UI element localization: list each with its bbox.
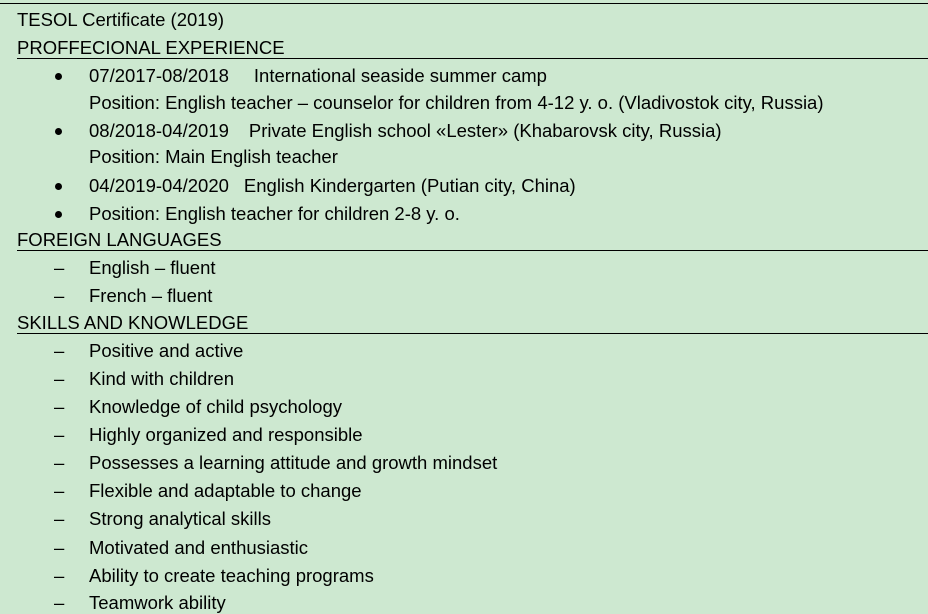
bullet-dash: – — [54, 592, 65, 613]
skill-item: Teamwork ability — [89, 592, 226, 613]
skill-item: Highly organized and responsible — [89, 424, 363, 445]
experience-entry-2 — [89, 120, 722, 142]
language-item: French – fluent — [89, 285, 213, 306]
skill-item: Flexible and adaptable to change — [89, 480, 362, 501]
section-heading-languages — [17, 230, 928, 251]
experience-heading-text: PROFFECIONAL EXPERIENCE — [17, 37, 285, 58]
bullet-dash: – — [54, 396, 65, 417]
experience-place-3: English Kindergarten (Putian city, China) — [243, 175, 576, 196]
experience-dates-3: 04/2019-04/2020 — [89, 175, 229, 196]
bullet-dash: – — [54, 340, 65, 361]
bullet-dot — [55, 183, 62, 190]
experience-position-1: Position: English teacher – counselor for children from 4-12 y. o. (Vladivostok city, Russia) — [89, 92, 824, 113]
skill-item: Strong analytical skills — [89, 508, 271, 529]
skill-item: Kind with children — [89, 368, 234, 389]
skill-item: Knowledge of child psychology — [89, 396, 342, 417]
bullet-dash: – — [54, 537, 65, 558]
languages-heading-text: FOREIGN LANGUAGES — [17, 229, 222, 250]
experience-place-1: International seaside summer camp — [253, 65, 547, 86]
bullet-dash: – — [54, 508, 65, 529]
experience-entry-1 — [89, 65, 547, 87]
bullet-dash: – — [54, 424, 65, 445]
language-item: English – fluent — [89, 257, 216, 278]
experience-dates-2: 08/2018-04/2019 — [89, 120, 229, 141]
bullet-dash: – — [54, 480, 65, 501]
experience-position-2: Position: Main English teacher — [89, 146, 338, 167]
bullet-dot — [55, 211, 62, 218]
skill-item: Positive and active — [89, 340, 244, 361]
skill-item: Ability to create teaching programs — [89, 565, 374, 586]
section-heading-experience — [17, 38, 928, 59]
skills-heading-text: SKILLS AND KNOWLEDGE — [17, 312, 249, 333]
experience-place-2: Private English school «Lester» (Khabarovsk city, Russia) — [248, 120, 722, 141]
bullet-dash: – — [54, 285, 65, 306]
skill-item: Possesses a learning attitude and growth mindset — [89, 452, 498, 473]
certificate-item: TESOL Certificate (2019) — [17, 9, 225, 30]
skill-item: Motivated and enthusiastic — [89, 537, 309, 558]
experience-dates-1: 07/2017-08/2018 — [89, 65, 229, 86]
bullet-dash: – — [54, 565, 65, 586]
experience-position-3: Position: English teacher for children 2-8 y. o. — [89, 203, 460, 224]
experience-entry-3 — [89, 175, 576, 197]
section-heading-skills — [17, 313, 928, 334]
bullet-dash: – — [54, 452, 65, 473]
bullet-dash: – — [54, 257, 65, 278]
bullet-dot — [55, 128, 62, 135]
section-rule-certificates — [0, 0, 928, 4]
bullet-dot — [55, 73, 62, 80]
bullet-dash: – — [54, 368, 65, 389]
